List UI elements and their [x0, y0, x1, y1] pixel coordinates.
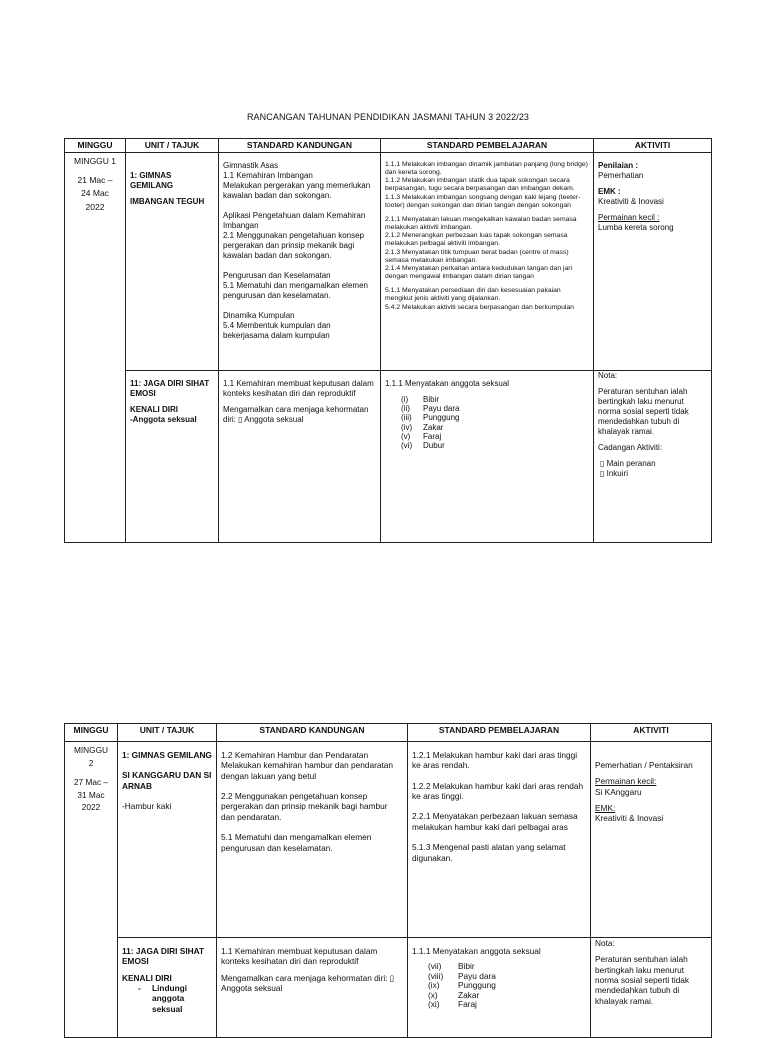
aktiviti-cell	[594, 153, 712, 371]
pembelajaran-line: 5.4.2 Melakukan aktiviti secara berpasangan dan berkumpulan	[385, 303, 574, 311]
pembelajaran-cell	[381, 153, 594, 371]
list-item: Bibir	[423, 395, 440, 404]
list-number: (x)	[428, 989, 438, 1000]
unit-cell	[126, 371, 219, 543]
week-label: MINGGU 1	[73, 156, 117, 166]
pembelajaran-cell	[381, 371, 594, 543]
kandungan-line: Pengurusan dan Keselamatan	[223, 271, 331, 280]
pembelajaran-line: 2.1.2 Menerangkan perbezaan luas tapak sokongan semasa melakukan pelbagai aktiviti imbangan.	[385, 232, 568, 248]
pembelajaran-line: 1.1.1 Menyatakan anggota seksual	[412, 946, 541, 956]
permainan-label: Permainan kecil:	[595, 776, 657, 787]
pembelajaran-line: 2.1.4 Menyatakan perkaitan antara kedudukan tangan dan jari dengan mengawal imbangan dalam dirian tangan	[385, 264, 573, 281]
kandungan-cell	[219, 153, 381, 371]
kandungan-line: 2.2 Menggunakan pengetahuan konsep pergerakan dan prinsip mekanik bagi hambur dan pendaratan.	[221, 791, 388, 822]
header-minggu: MINGGU	[65, 139, 126, 153]
list-number: (vi)	[401, 440, 413, 450]
header-aktiviti: AKTIVITI	[594, 139, 712, 153]
kandungan-line: Mengamalkan cara menjaga kehormatan diri: ▯ Anggota seksual	[221, 972, 395, 994]
kandungan-line: 1.1 Kemahiran Imbangan	[223, 171, 313, 180]
anggota-list	[428, 962, 586, 1010]
kandungan-line: 5.4 Membentuk kumpulan dan bekerjasama dalam kumpulan	[223, 321, 331, 340]
date-start: 27 Mac –	[73, 776, 109, 787]
emk-label: EMK:	[595, 803, 616, 814]
pembelajaran-line: 1.2.2 Melakukan hambur kaki dari aras rendah ke aras tinggi.	[412, 780, 584, 802]
list-item: Punggung	[423, 413, 460, 423]
penilaian-label: Penilaian :	[598, 161, 639, 170]
nota-text: Peraturan sentuhan ialah bertingkah laku menurut norma sosial seperti tidak mendedahkan tubuh di khalayak ramai.	[595, 954, 690, 1006]
week-label: MINGGU	[73, 745, 109, 755]
kandungan-line: 2.1 Menggunakan pengetahuan konsep pergerakan dan prinsip mekanik bagi kawalan badan dan sokongan.	[223, 231, 365, 260]
list-number: (ii)	[401, 404, 410, 414]
pembelajaran-cell	[408, 938, 591, 1038]
permainan-value: Si KAnggaru	[595, 786, 642, 797]
list-item: Punggung	[458, 980, 496, 991]
plan-table-week-1	[64, 138, 712, 543]
unit-name: 11: JAGA DIRI SIHAT EMOSI	[122, 946, 205, 967]
list-number: (iii)	[401, 413, 412, 423]
pembelajaran-line: 1.1.3 Melakukan imbangan songsang dengan kaki lejang (teeter-tooter) dengan sokongan dan dirian tangan dengan sokongan	[385, 193, 581, 209]
unit-subtopic: Lindungi anggota seksual	[152, 983, 188, 1014]
aktiviti-cell	[591, 742, 712, 938]
cadangan-label: Cadangan Aktiviti:	[598, 443, 663, 452]
pembelajaran-cell	[408, 742, 591, 938]
kandungan-line: Melakukan pergerakan yang memerlukan kawalan badan dan sokongan.	[223, 181, 371, 200]
unit-name: 1: GIMNAS GEMILANG	[130, 171, 174, 190]
unit-topic: SI KANGGARU DAN SI ARNAB	[122, 770, 212, 791]
kandungan-line: Mengamalkan cara menjaga kehormatan diri: ▯ Anggota seksual	[223, 405, 369, 424]
list-number: (i)	[401, 395, 409, 404]
date-year: 2022	[85, 201, 105, 212]
kandungan-line: Gimnastik Asas	[223, 161, 279, 170]
list-item: Payu dara	[423, 404, 460, 414]
list-number: (xi)	[428, 999, 440, 1010]
list-number: (vii)	[428, 961, 442, 972]
header-kandungan: STANDARD KANDUNGAN	[217, 724, 408, 742]
kandungan-line: Melakukan kemahiran hambur dan pendaratan dengan lakuan yang betul	[221, 760, 394, 781]
aktiviti-cell	[594, 371, 712, 543]
penilaian-value: Pemerhatian	[598, 171, 644, 180]
list-item: Zakar	[423, 422, 444, 432]
table-row	[65, 938, 712, 1038]
kandungan-line: 5.1 Mematuhi dan mengamalkan elemen pengurusan dan keselamatan.	[221, 832, 372, 853]
pembelajaran-line: 1.2.1 Melakukan hambur kaki dari aras tinggi ke aras rendah.	[412, 750, 578, 771]
pembelajaran-line: 1.1.2 Melakukan imbangan statik dua tapak sokongan secara berpasangan, tugu secara berpasangan dan imbangan dekam.	[385, 177, 575, 193]
list-item: Bibir	[458, 961, 475, 972]
unit-subtopic: -Hambur kaki	[122, 801, 172, 812]
nota-label: Nota:	[595, 938, 615, 948]
date-end: 24 Mac	[81, 188, 109, 199]
list-number: (viii)	[428, 970, 444, 981]
emk-value: Kreativiti & Inovasi	[598, 197, 664, 206]
unit-cell	[126, 153, 219, 371]
header-unit: UNIT / TAJUK	[118, 724, 217, 742]
kandungan-line: Aplikasi Pengetahuan dalam Kemahiran Imbangan	[223, 211, 366, 230]
unit-topic: KENALI DIRI	[122, 972, 172, 983]
kandungan-line: 1.1 Kemahiran membuat keputusan dalam konteks kesihatan diri dan reproduktif	[223, 379, 374, 398]
unit-cell	[118, 938, 217, 1038]
pembelajaran-line: 2.1.1 Menyatakan lakuan mengekalkan kawalan badan semasa melakukan aktiviti imbangan.	[385, 215, 577, 232]
aktiviti-cell	[591, 938, 712, 1038]
pembelajaran-line: 5.1.1 Menyatakan persediaan diri dan kesesuaian pakaian mengikut jenis aktiviti yang dijalankan.	[385, 287, 561, 303]
header-kandungan: STANDARD KANDUNGAN	[219, 139, 381, 153]
anggota-list	[401, 395, 589, 450]
kandungan-line: Dinamika Kumpulan	[223, 311, 295, 320]
pembelajaran-line: 5.1.3 Mengenal pasti alatan yang selamat digunakan.	[412, 842, 566, 863]
unit-subtopic: -Anggota seksual	[130, 415, 197, 424]
list-number: (ix)	[428, 980, 440, 991]
list-number: (iv)	[401, 422, 413, 432]
unit-subtopic-list	[138, 983, 212, 1014]
kandungan-line: 1.2 Kemahiran Hambur dan Pendaratan	[221, 750, 369, 760]
cadangan-item: ▯ Main peranan	[600, 459, 656, 468]
pembelajaran-line: 2.1.3 Menyatakan titik tumpuan berat badan (centre of mass) semasa melakukan imbangan.	[385, 248, 569, 264]
table-row	[65, 742, 712, 938]
week-cell	[65, 153, 126, 543]
pembelajaran-line: 1.1.1 Melakukan imbangan dinamik jambatan panjang (long bridge) dan kereta sorong.	[385, 161, 588, 177]
list-number: (v)	[401, 431, 411, 441]
nota-text: Peraturan sentuhan ialah bertingkah laku menurut norma sosial seperti tidak mendedahkan tubuh di khalayak ramai.	[598, 387, 689, 436]
kandungan-cell	[217, 742, 408, 938]
document-title: RANCANGAN TAHUNAN PENDIDIKAN JASMANI TAHUN 3 2022/23	[246, 112, 530, 122]
header-aktiviti: AKTIVITI	[591, 724, 712, 742]
unit-name: 1: GIMNAS GEMILANG	[122, 750, 212, 760]
kandungan-cell	[217, 938, 408, 1038]
header-pembelajaran: STANDARD PEMBELAJARAN	[408, 724, 591, 742]
kandungan-line: 5.1 Mematuhi dan mengamalkan elemen pengurusan dan keselamatan.	[223, 281, 368, 300]
list-item: Payu dara	[458, 970, 496, 981]
table-row	[65, 153, 712, 371]
emk-value: Kreativiti & Inovasi	[595, 813, 664, 824]
penilaian-value: Pemerhatian / Pentaksiran	[595, 760, 693, 770]
plan-table-week-2	[64, 723, 712, 1038]
pembelajaran-line: 1.1.1 Menyatakan anggota seksual	[385, 379, 510, 388]
unit-cell	[118, 742, 217, 938]
dash-marker: -	[138, 983, 141, 994]
permainan-value: Lumba kereta sorong	[598, 223, 674, 232]
week-cell	[65, 742, 118, 1038]
unit-topic: IMBANGAN TEGUH	[130, 197, 205, 206]
permainan-label: Permainan kecil :	[598, 213, 660, 222]
nota-label: Nota:	[598, 371, 618, 380]
list-item: Faraj	[423, 431, 442, 441]
date-year: 2022	[81, 802, 101, 813]
table-row	[65, 371, 712, 543]
list-item: Dubur	[423, 440, 445, 450]
emk-label: EMK :	[598, 187, 621, 196]
pembelajaran-line: 2.2.1 Menyatakan perbezaan lakuan semasa melakukan hambur kaki dari pelbagai aras	[412, 811, 578, 832]
list-item: Faraj	[458, 999, 477, 1010]
list-item: Zakar	[458, 989, 480, 1000]
kandungan-cell	[219, 371, 381, 543]
cadangan-item: ▯ Inkuiri	[600, 469, 628, 478]
table-header-row	[65, 139, 712, 153]
table-header-row	[65, 724, 712, 742]
date-start: 21 Mac –	[77, 175, 113, 186]
kandungan-line: 1.1 Kemahiran membuat keputusan dalam konteks kesihatan diri dan reproduktif	[221, 946, 378, 967]
date-end: 31 Mac	[77, 789, 105, 800]
unit-topic: KENALI DIRI	[130, 405, 178, 414]
week-number: 2	[88, 757, 94, 768]
unit-name: 11: JAGA DIRI SIHAT EMOSI	[130, 379, 210, 398]
header-pembelajaran: STANDARD PEMBELAJARAN	[381, 139, 594, 153]
header-unit: UNIT / TAJUK	[126, 139, 219, 153]
header-minggu: MINGGU	[65, 724, 118, 742]
